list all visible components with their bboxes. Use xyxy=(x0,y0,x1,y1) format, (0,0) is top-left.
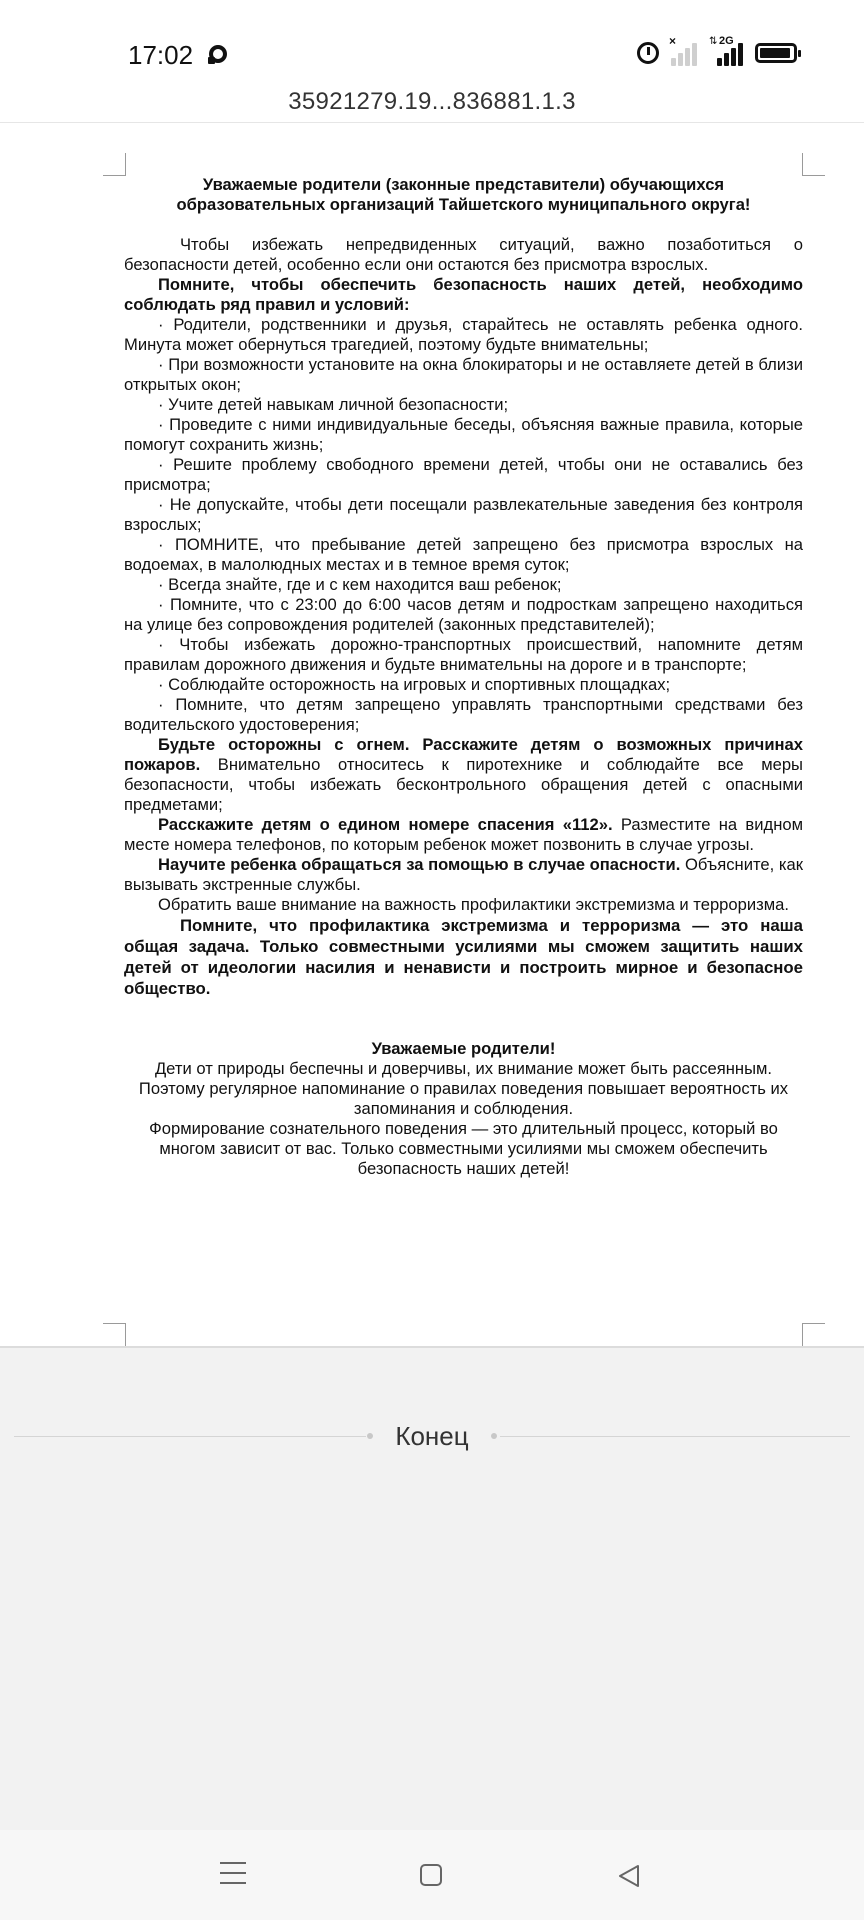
fire-bold-text: Будьте осторожны с огнем. Расскажите детям о возможных причинах пожаров. xyxy=(124,735,803,774)
list-item: · Соблюдайте осторожность на игровых и спортивных площадках; xyxy=(158,675,671,694)
message-icon xyxy=(209,45,227,63)
list-item: · Решите проблему свободного времени детей, чтобы они не оставались без присмотра; xyxy=(124,455,803,494)
end-label: Конец xyxy=(395,1421,469,1451)
page-corner-mark xyxy=(103,1323,126,1346)
help-paragraph xyxy=(124,855,803,895)
closing-heading: Уважаемые родители! xyxy=(371,1039,556,1058)
navigation-bar xyxy=(0,1830,864,1920)
list-item: · Не допускайте, чтобы дети посещали развлекательные заведения без контроля взрослых; xyxy=(124,495,803,534)
document-page[interactable] xyxy=(0,123,864,1345)
battery-icon xyxy=(755,43,797,63)
status-icons xyxy=(669,34,808,68)
spacer xyxy=(124,215,803,235)
signal-icon: ⇅ 2G xyxy=(711,40,747,66)
page-corner-mark xyxy=(802,1323,825,1346)
document-end-area xyxy=(0,1346,864,1832)
rescue-text: Разместите на видном месте номера телефонов, по которым ребенок может позвонить в случае угрозы. xyxy=(124,815,804,854)
list-item: · При возможности установите на окна блокираторы и не оставляете детей в близи открытых окон; xyxy=(124,355,803,394)
closing-paragraph: Дети от природы беспечны и доверчивы, их внимание может быть рассеянным. Поэтому регулярное напоминание о правилах поведения повышает вероятность их запоминания и соблюдения. xyxy=(138,1059,789,1118)
end-marker xyxy=(14,1421,850,1451)
list-item: · Учите детей навыкам личной безопасности; xyxy=(158,395,509,414)
signal-icon: × xyxy=(669,40,703,66)
page-corner-mark xyxy=(802,153,825,176)
fire-text: Внимательно относитесь к пиротехнике и соблюдайте все меры безопасности, чтобы избежать бесконтрольного обращения детей с опасными предметами; xyxy=(124,755,803,814)
rules-intro: Помните, чтобы обеспечить безопасность наших детей, необходимо соблюдать ряд правил и условий: xyxy=(124,275,803,314)
heading-line: Уважаемые родители (законные представители) обучающихся xyxy=(202,175,725,194)
status-time: 17:02 xyxy=(128,40,194,70)
rescue-bold-text: Расскажите детям о едином номере спасения «112». xyxy=(158,815,613,834)
document-content xyxy=(124,175,803,1179)
fire-paragraph xyxy=(124,735,803,815)
back-icon[interactable] xyxy=(616,1863,642,1889)
rescue-paragraph xyxy=(124,815,803,855)
spacer xyxy=(124,1019,803,1039)
list-item: · Помните, что детям запрещено управлять транспортными средствами без водительского удостоверения; xyxy=(124,695,803,734)
list-item: · Проведите с ними индивидуальные беседы, объясняя важные правила, которые помогут сохранить жизнь; xyxy=(124,415,803,454)
help-text: Объясните, как вызывать экстренные службы. xyxy=(124,855,803,894)
help-bold-text: Научите ребенка обращаться за помощью в случае опасности. xyxy=(158,855,681,874)
extremism-paragraph: Обратить ваше внимание на важность профилактики экстремизма и терроризма. xyxy=(158,895,789,914)
list-item: · Чтобы избежать дорожно-транспортных происшествий, напомните детям правилам дорожного движения и будьте внимательны на дороге и в транспорте; xyxy=(124,635,803,674)
list-item: · Помните, что с 23:00 до 6:00 часов детям и подросткам запрещено находиться на улице без сопровождения родителей (законных представителей); xyxy=(124,595,803,634)
heading-line: образовательных организаций Тайшетского муниципального округа! xyxy=(176,195,751,214)
document-title: 35921279.19...836881.1.3 xyxy=(288,88,576,115)
spacer xyxy=(124,999,803,1019)
page-corner-mark xyxy=(103,153,126,176)
network-type-label: 2G xyxy=(719,35,734,47)
document-heading xyxy=(124,175,803,215)
list-item: · Всегда знайте, где и с кем находится ваш ребенок; xyxy=(158,575,562,594)
intro-paragraph: Чтобы избежать непредвиденных ситуаций, важно позаботиться о безопасности детей, особенно если они остаются без присмотра взрослых. xyxy=(124,235,803,274)
closing-paragraph: Формирование сознательного поведения — это длительный процесс, который во многом зависит от вас. Только совместными усилиями мы сможем обеспечить безопасность наших детей! xyxy=(149,1119,778,1178)
home-icon[interactable] xyxy=(420,1864,442,1886)
list-item: · Родители, родственники и друзья, старайтесь не оставлять ребенка одного. Минута может обернуться трагедией, поэтому будьте внимательны; xyxy=(124,315,803,354)
menu-icon[interactable] xyxy=(220,1862,246,1884)
alarm-icon xyxy=(637,42,659,64)
status-bar xyxy=(0,0,864,100)
extremism-bold-paragraph: Помните, что профилактика экстремизма и терроризма — это наша общая задача. Только совместными усилиями мы сможем защитить наших детей от идеологии насилия и ненависти и построить мирное и безопасное общество. xyxy=(124,916,803,998)
list-item: · ПОМНИТЕ, что пребывание детей запрещено без присмотра взрослых на водоемах, в малолюдных местах и в темное время суток; xyxy=(124,535,803,574)
